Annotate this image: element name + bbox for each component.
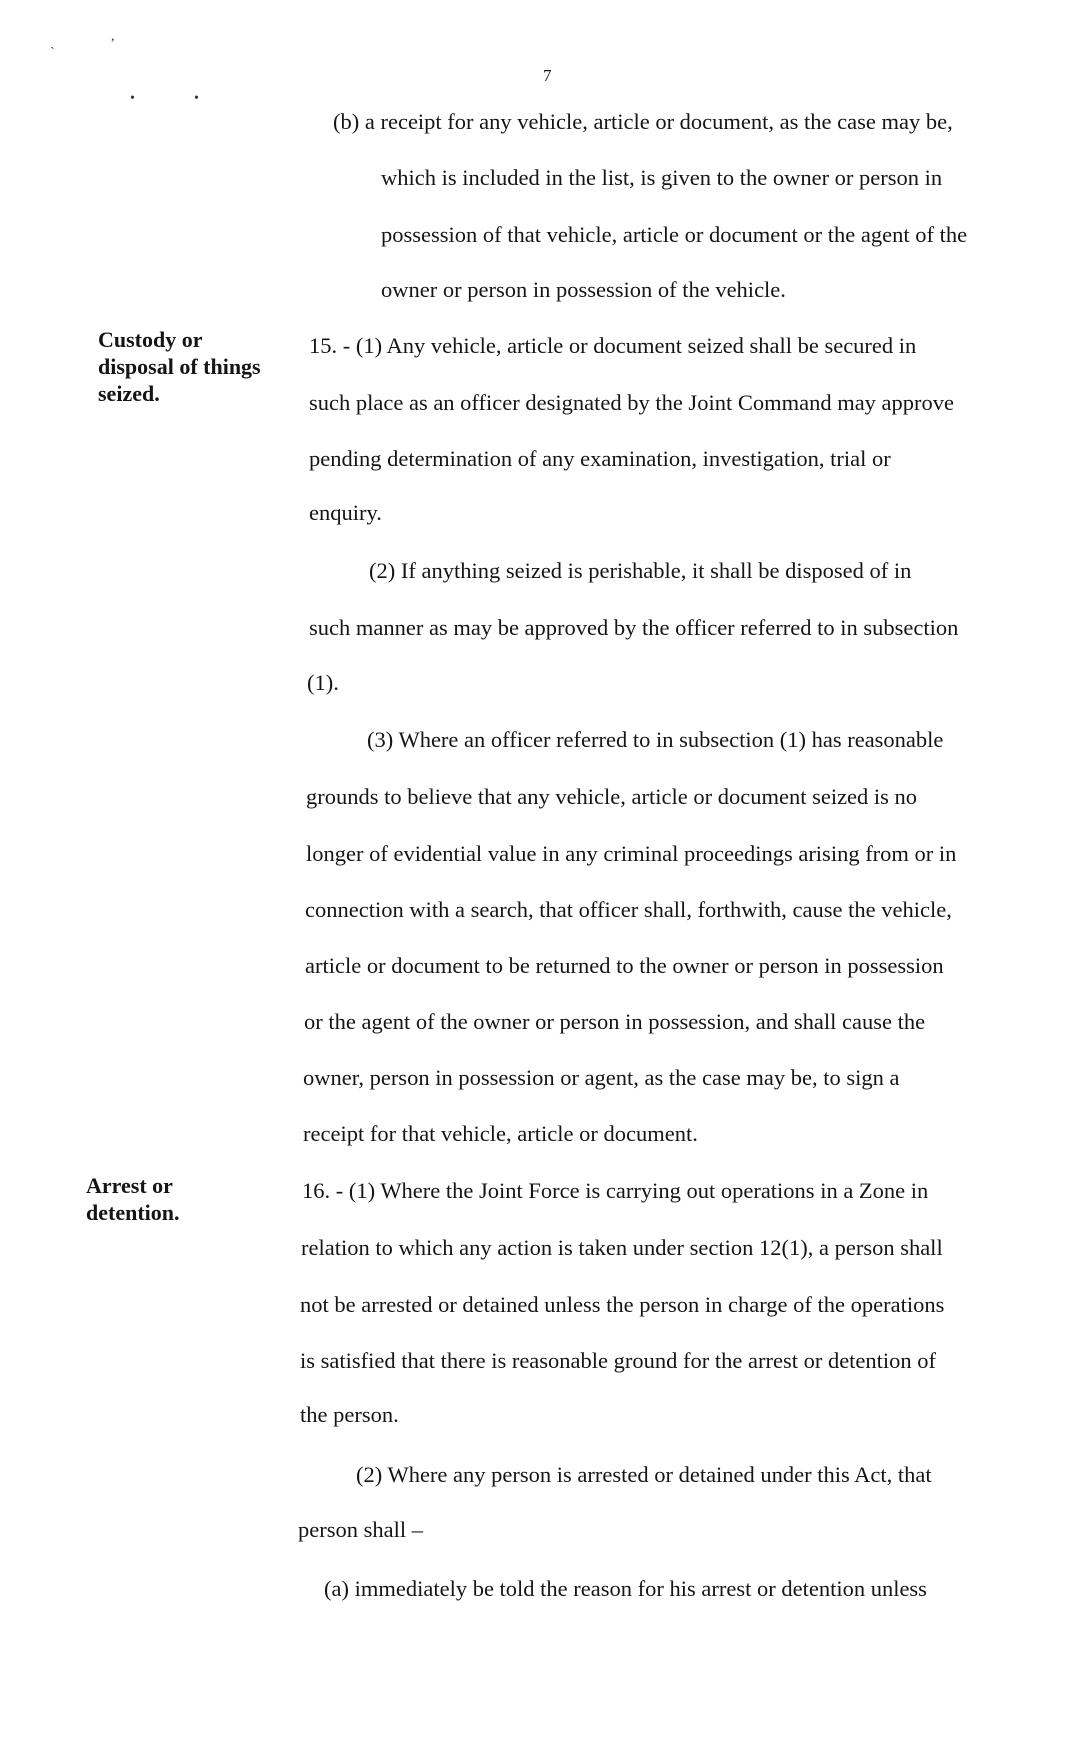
body-text-line: such manner as may be approved by the officer referred to in subsection xyxy=(309,615,959,640)
scan-mark: , xyxy=(111,29,115,44)
body-text-line: such place as an officer designated by the Joint Command may approve xyxy=(309,390,955,415)
body-text-line: (1). xyxy=(307,670,339,695)
body-text-line: not be arrested or detained unless the person in charge of the operations xyxy=(300,1292,945,1317)
body-text-line: owner or person in possession of the vehicle. xyxy=(381,277,786,302)
body-text-line: which is included in the list, is given to the owner or person in xyxy=(381,165,943,190)
body-text-line: (2) If anything seized is perishable, it shall be disposed of in xyxy=(369,558,912,583)
body-text-line: grounds to believe that any vehicle, article or document seized is no xyxy=(306,784,918,809)
body-text-line: (b) a receipt for any vehicle, article or document, as the case may be, xyxy=(333,109,953,134)
scan-mark: ˎ xyxy=(50,35,55,50)
marginal-note-line: Custody or xyxy=(98,327,203,352)
body-text-line: the person. xyxy=(300,1402,399,1427)
scan-mark: • xyxy=(194,91,199,106)
body-text-line: 15. - (1) Any vehicle, article or document seized shall be secured in xyxy=(309,333,917,358)
body-text-line: is satisfied that there is reasonable ground for the arrest or detention of xyxy=(300,1348,937,1373)
body-text-line: relation to which any action is taken under section 12(1), a person shall xyxy=(301,1235,943,1260)
body-text-line: person shall – xyxy=(298,1517,423,1542)
body-text-line: connection with a search, that officer shall, forthwith, cause the vehicle, xyxy=(305,897,952,922)
body-text-line: pending determination of any examination, investigation, trial or xyxy=(309,446,891,471)
body-text-line: (a) immediately be told the reason for his arrest or detention unless xyxy=(324,1576,927,1601)
body-text-line: receipt for that vehicle, article or document. xyxy=(303,1121,698,1146)
marginal-note-line: seized. xyxy=(98,381,160,406)
body-text-line: (3) Where an officer referred to in subsection (1) has reasonable xyxy=(367,727,944,752)
marginal-note-line: Arrest or xyxy=(86,1173,173,1198)
body-text-line: longer of evidential value in any criminal proceedings arising from or in xyxy=(306,841,957,866)
marginal-note-line: detention. xyxy=(86,1200,180,1225)
marginal-note-custody xyxy=(98,326,261,407)
body-text-line: enquiry. xyxy=(309,500,382,525)
body-text-line: (2) Where any person is arrested or detained under this Act, that xyxy=(356,1462,932,1487)
body-text-line: owner, person in possession or agent, as the case may be, to sign a xyxy=(303,1065,900,1090)
body-text-line: possession of that vehicle, article or document or the agent of the xyxy=(381,222,968,247)
body-text-line: or the agent of the owner or person in possession, and shall cause the xyxy=(304,1009,926,1034)
body-text-line: 16. - (1) Where the Joint Force is carrying out operations in a Zone in xyxy=(302,1178,929,1203)
body-text-line: article or document to be returned to the owner or person in possession xyxy=(305,953,944,978)
page-number: 7 xyxy=(543,66,552,85)
marginal-note-line: disposal of things xyxy=(98,354,261,379)
marginal-note-arrest xyxy=(86,1172,180,1226)
scan-mark: • xyxy=(130,91,135,106)
